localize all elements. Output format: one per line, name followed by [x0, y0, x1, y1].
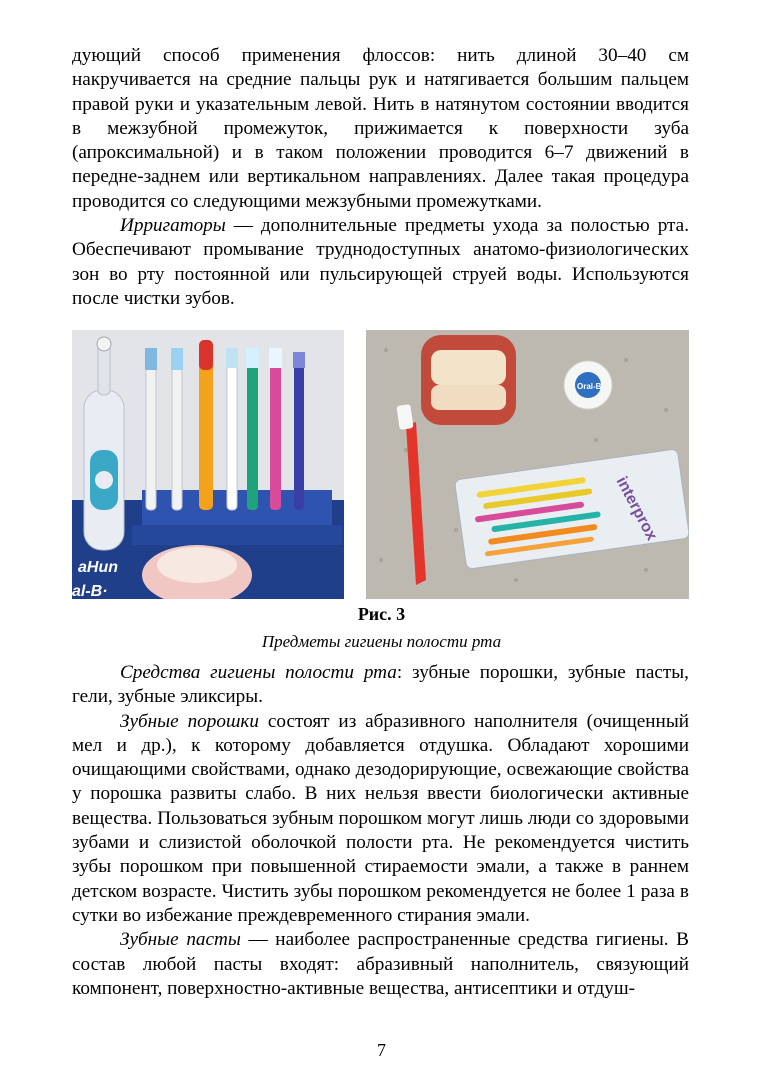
paragraph-floss-method: дующий способ применения флоссов: нить длиной 30–40 см накручивается на средние пальцы рук и натягивается большим пальцем правой руки и указательным левой. Нить в натянутом состоянии вводится в межзубной промежуток, прижимается к поверхности зуба (апроксимальной) и в таком положении проводится 6–7 движений в передне-заднем или вертикальном направлениях. Далее такая процедура проводится со следующими межзубными промежутками. — [72, 45, 689, 212]
paragraph-tooth-powders — [72, 710, 689, 929]
tooth-powders-text: состоят из абразивного наполнителя (очищенный мел и др.), к которому добавляется отдушка. Обладают хорошими очищающими свойствами, однако дезодорирующие, освежающие свойства у порошка развиты слабо. В них нельзя ввести биологически активные вещества. Пользоваться зубным порошком могут лишь люди со здоровыми зубами и слизистой оболочкой полости рта. Не рекомендуется чистить зубы порошком при повышенной стираемости эмали, а также в раннем детском возрасте. Чистить зубы порошком рекомендуется не более 1 раза в сутки во избежание преждевременного стирания эмали. — [72, 710, 689, 926]
term-toothpastes: Зубные пасты — [120, 929, 241, 951]
irrigators-text: — дополнительные предметы ухода за полостью рта. Обеспечивают промывание труднодоступных анатомо-физиологических зон во рту постоянной или пульсирующей струей воды. Используются после чистки зубов. — [72, 215, 689, 309]
top-text-block — [72, 44, 689, 311]
interprox-brand-label: interprox — [612, 474, 661, 544]
toothbrushes-illustration — [72, 330, 344, 599]
page-number: 7 — [377, 1040, 386, 1060]
photo-hygiene-items — [366, 330, 689, 599]
paragraph-hygiene-means — [72, 661, 689, 710]
toothpastes-text: — наиболее распространенные средства гигиены. В состав любой пасты входят: абразивный наполнитель, связующий компонент, поверхностно-активные вещества, антисептики и отдуш- — [72, 929, 689, 999]
photo-toothbrushes — [72, 330, 344, 599]
term-irrigators: Ирригаторы — [120, 215, 226, 237]
term-tooth-powders: Зубные порошки — [120, 710, 259, 732]
term-hygiene-means: Средства гигиены полости рта — [120, 662, 397, 683]
paragraph-toothpastes — [72, 928, 689, 1001]
electric-brand-label-2: al-B· — [72, 583, 108, 599]
hygiene-means-text: : зубные порошки, зубные пасты, гели, зубные эликсиры. — [72, 662, 689, 708]
figure-caption: Предметы гигиены полости рта — [261, 632, 502, 651]
paragraph-irrigators — [72, 214, 689, 311]
bottom-text-block — [72, 661, 689, 1001]
floss-brand-label: Oral-B — [577, 382, 602, 391]
hygiene-items-illustration — [366, 330, 689, 599]
electric-brand-label-1: aHun — [78, 559, 118, 576]
figure-number: Рис. 3 — [357, 604, 406, 624]
